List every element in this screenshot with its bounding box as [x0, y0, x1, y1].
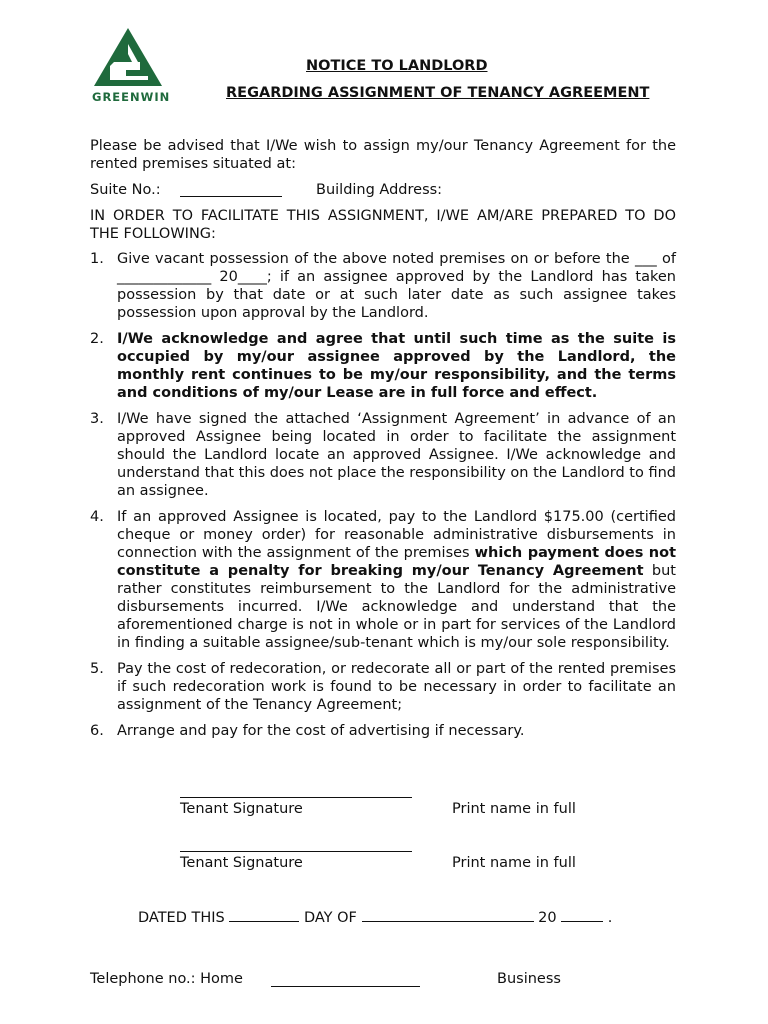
logo-text: GREENWIN	[92, 90, 171, 104]
day-of-label: DAY OF	[303, 910, 357, 926]
item-number: 6.	[90, 723, 104, 739]
list-item	[90, 410, 676, 500]
item-text: Pay the cost of redecoration, or redecorate all or part of the rented premises if such redecoration work is found to be necessary in order to facilitate an assignment of the Tenancy Agreement;	[117, 661, 676, 713]
building-address-label: Building Address:	[316, 182, 443, 198]
year-blank[interactable]	[561, 908, 603, 922]
item-number: 2.	[90, 331, 104, 347]
tenant-signature-line-2[interactable]	[180, 851, 412, 852]
item-text: Give vacant possession of the above noted premises on or before the ___ of _____________ 20____; if an assignee approved by the Landlord has taken possession by that date or at such later date as such assignee takes possession upon approval by the Landlord.	[117, 251, 676, 321]
telephone-home-blank[interactable]	[271, 986, 420, 987]
item-number: 4.	[90, 509, 104, 525]
month-blank[interactable]	[362, 908, 534, 922]
day-blank[interactable]	[229, 908, 299, 922]
telephone-home-label: Telephone no.: Home	[90, 971, 243, 987]
conditions-list	[90, 250, 676, 748]
item-text: If an approved Assignee is located, pay to the Landlord $175.00 (certified cheque or money order) for reasonable administrative disbursements in connection with the assignment of the premises	[117, 509, 676, 561]
item-text: I/We have signed the attached ‘Assignment Agreement’ in advance of an approved Assignee being located in order to facilitate the assignment should the Landlord locate an approved Assignee. I/We acknowledge and understand that this does not place the responsibility on the Landlord to find an assignee.	[117, 411, 676, 499]
item-text: Arrange and pay for the cost of advertising if necessary.	[117, 723, 525, 739]
telephone-business-label: Business	[497, 971, 561, 987]
dated-period: .	[607, 910, 613, 926]
list-item	[90, 722, 676, 740]
list-item	[90, 508, 676, 652]
tenant-signature-label-2: Tenant Signature	[180, 855, 303, 871]
tenant-signature-line-1[interactable]	[180, 797, 412, 798]
print-name-label-1: Print name in full	[452, 801, 576, 817]
order-statement: IN ORDER TO FACILITATE THIS ASSIGNMENT, I/WE AM/ARE PREPARED TO DO THE FOLLOWING:	[90, 208, 676, 242]
item-text: but rather constitutes reimbursement to the Landlord for the administrative disbursements incurred. I/We acknowledge and understand that the aforementioned charge is not in whole or in part for services of the Landlord in finding a suitable assignee/sub-tenant which is my/our sole responsibility.	[117, 563, 676, 651]
print-name-label-2: Print name in full	[452, 855, 576, 871]
list-item	[90, 250, 676, 322]
dated-this-label: DATED THIS	[138, 910, 225, 926]
item-number: 3.	[90, 411, 104, 427]
tenant-signature-label-1: Tenant Signature	[180, 801, 303, 817]
suite-label: Suite No.:	[90, 182, 161, 198]
dated-line	[138, 908, 612, 926]
intro-paragraph: Please be advised that I/We wish to assign my/our Tenancy Agreement for the rented premises situated at:	[90, 138, 676, 172]
document-subtitle: REGARDING ASSIGNMENT OF TENANCY AGREEMENT	[226, 85, 650, 101]
item-text-bold: which payment does not constitute a penalty for breaking my/our Tenancy Agreement	[117, 545, 677, 579]
year-prefix: 20	[538, 910, 557, 926]
item-number: 1.	[90, 251, 104, 267]
list-item	[90, 330, 676, 402]
item-number: 5.	[90, 661, 104, 677]
document-title: NOTICE TO LANDLORD	[306, 58, 488, 74]
item-text-bold: I/We acknowledge and agree that until such time as the suite is occupied by my/our assignee approved by the Landlord, the monthly rent continues to be my/our responsibility, and the terms and conditions of my/our Lease are in full force and effect.	[117, 331, 676, 401]
list-item	[90, 660, 676, 714]
suite-blank[interactable]	[180, 196, 282, 197]
